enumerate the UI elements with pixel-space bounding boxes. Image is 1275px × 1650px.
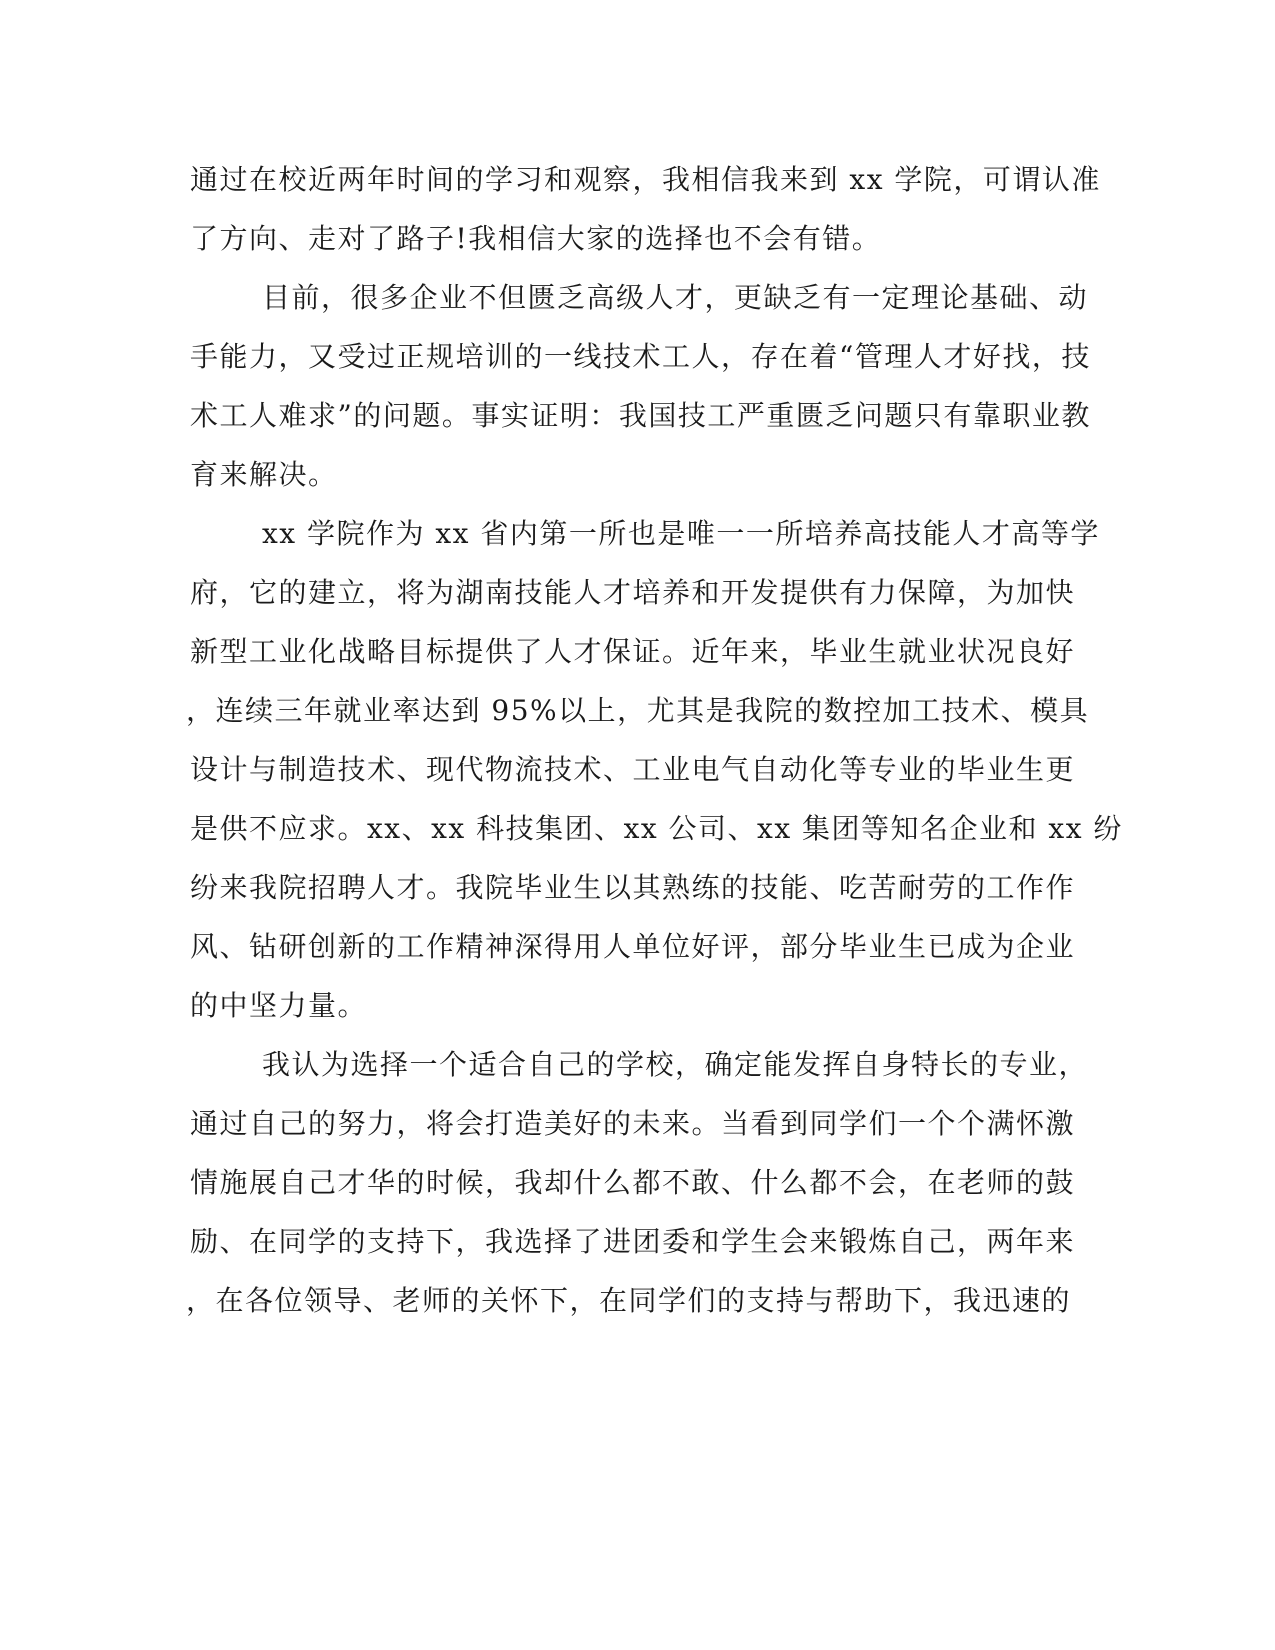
paragraph-4-line-5: ，在各位领导、老师的关怀下，在同学们的支持与帮助下，我迅速的 [186, 1284, 1072, 1317]
paragraph-3-line-9: 的中坚力量。 [190, 989, 368, 1022]
paragraph-4-line-4: 励、在同学的支持下，我选择了进团委和学生会来锻炼自己，两年来 [190, 1225, 1076, 1258]
paragraph-3-line-7: 纷来我院招聘人才。我院毕业生以其熟练的技能、吃苦耐劳的工作作 [190, 871, 1076, 904]
paragraph-1-line-2: 了方向、走对了路子!我相信大家的选择也不会有错。 [190, 222, 882, 255]
paragraph-3-line-8: 风、钻研创新的工作精神深得用人单位好评，部分毕业生已成为企业 [190, 930, 1076, 963]
paragraph-3-line-4: ，连续三年就业率达到 95%以上，尤其是我院的数控加工技术、模具 [186, 694, 1090, 727]
paragraph-3-line-6: 是供不应求。xx、xx 科技集团、xx 公司、xx 集团等知名企业和 xx 纷 [190, 812, 1123, 845]
paragraph-3-line-3: 新型工业化战略目标提供了人才保证。近年来，毕业生就业状况良好 [190, 635, 1076, 668]
paragraph-3-line-2: 府，它的建立，将为湖南技能人才培养和开发提供有力保障，为加快 [190, 576, 1076, 609]
paragraph-4-line-3: 情施展自己才华的时候，我却什么都不敢、什么都不会，在老师的鼓 [190, 1166, 1076, 1199]
paragraph-4-line-1: 我认为选择一个适合自己的学校，确定能发挥自身特长的专业， [262, 1048, 1089, 1081]
paragraph-2-line-2: 手能力，又受过正规培训的一线技术工人，存在着“管理人才好找，技 [190, 340, 1091, 373]
paragraph-4-line-2: 通过自己的努力，将会打造美好的未来。当看到同学们一个个满怀激 [190, 1107, 1076, 1140]
paragraph-3-line-1: xx 学院作为 xx 省内第一所也是唯一一所培养高技能人才高等学 [262, 517, 1100, 550]
paragraph-2-line-4: 育来解决。 [190, 458, 338, 491]
paragraph-2-line-1: 目前，很多企业不但匮乏高级人才，更缺乏有一定理论基础、动 [262, 281, 1089, 314]
paragraph-3-line-5: 设计与制造技术、现代物流技术、工业电气自动化等专业的毕业生更 [190, 753, 1076, 786]
paragraph-1-line-1: 通过在校近两年时间的学习和观察，我相信我来到 xx 学院，可谓认准 [190, 163, 1101, 196]
paragraph-2-line-3: 术工人难求”的问题。事实证明：我国技工严重匮乏问题只有靠职业教 [190, 399, 1091, 432]
